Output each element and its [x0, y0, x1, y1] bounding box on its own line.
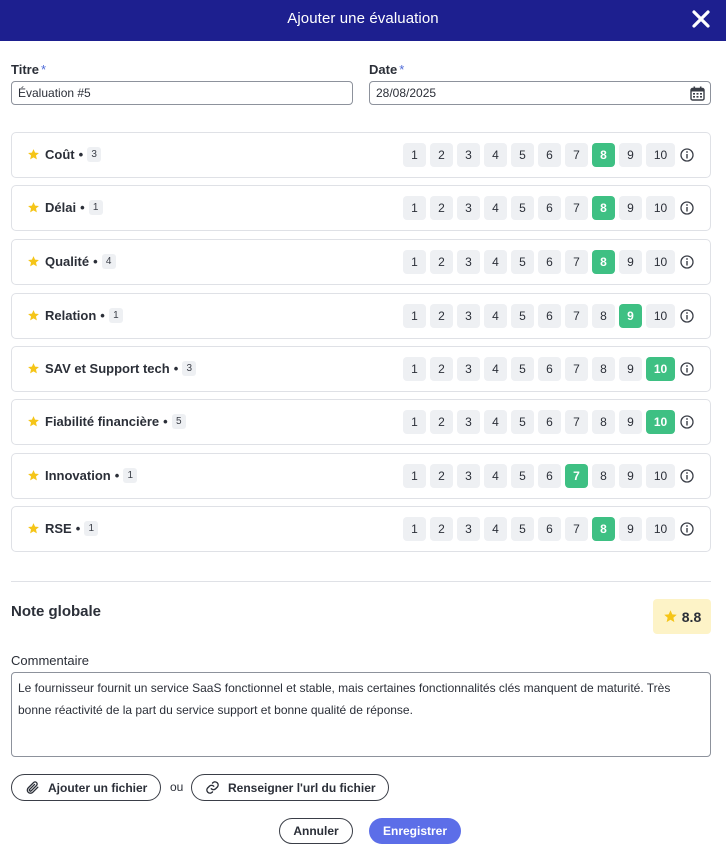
title-input[interactable]: Évaluation #5	[11, 81, 353, 105]
score-option-2[interactable]: 2	[430, 304, 453, 328]
score-option-7[interactable]: 7	[565, 196, 588, 220]
score-option-7[interactable]: 7	[565, 143, 588, 167]
score-option-7[interactable]: 7	[565, 410, 588, 434]
score-option-5[interactable]: 5	[511, 517, 534, 541]
criterion-name	[45, 200, 103, 215]
link-icon	[205, 780, 220, 795]
score-option-10[interactable]: 10	[646, 410, 675, 434]
score-option-5[interactable]: 5	[511, 304, 534, 328]
score-option-1[interactable]: 1	[403, 464, 426, 488]
score-option-5[interactable]: 5	[511, 464, 534, 488]
score-option-1[interactable]: 1	[403, 143, 426, 167]
separator-dot: •	[114, 468, 120, 483]
title-label	[11, 62, 46, 77]
criterion-name	[45, 414, 186, 429]
score-option-4[interactable]: 4	[484, 143, 507, 167]
star-icon	[27, 148, 40, 161]
separator-dot: •	[100, 308, 105, 323]
save-button[interactable]: Enregistrer	[369, 818, 461, 844]
score-option-9[interactable]: 9	[619, 143, 642, 167]
score-selector	[403, 304, 679, 328]
score-option-10[interactable]: 10	[646, 196, 675, 220]
score-selector	[403, 250, 679, 274]
score-selector	[403, 517, 679, 541]
score-option-7[interactable]: 7	[565, 250, 588, 274]
criterion-label: Coût	[45, 147, 75, 162]
criterion-weight-badge: 1	[123, 468, 137, 483]
info-icon[interactable]	[680, 522, 694, 536]
score-option-3[interactable]: 3	[457, 143, 480, 167]
criterion-row	[11, 453, 711, 499]
star-icon	[27, 469, 40, 482]
score-option-1[interactable]: 1	[403, 357, 426, 381]
score-option-6[interactable]: 6	[538, 464, 561, 488]
criterion-weight-badge: 3	[87, 147, 101, 162]
score-option-8[interactable]: 8	[592, 143, 615, 167]
criterion-row	[11, 346, 711, 392]
score-option-1[interactable]: 1	[403, 250, 426, 274]
score-option-5[interactable]: 5	[511, 250, 534, 274]
score-selector	[403, 143, 679, 167]
criterion-name	[45, 308, 123, 323]
criterion-name	[45, 361, 196, 376]
score-option-9[interactable]: 9	[619, 304, 642, 328]
score-option-3[interactable]: 3	[457, 250, 480, 274]
info-icon[interactable]	[680, 309, 694, 323]
score-option-9[interactable]: 9	[619, 357, 642, 381]
criterion-name	[45, 147, 101, 162]
score-option-4[interactable]: 4	[484, 196, 507, 220]
close-icon[interactable]	[690, 8, 712, 30]
score-option-3[interactable]: 3	[457, 410, 480, 434]
modal-title: Ajouter une évaluation	[287, 10, 439, 27]
paperclip-icon	[25, 780, 40, 795]
star-icon	[27, 201, 40, 214]
star-icon	[27, 522, 40, 535]
cancel-button[interactable]: Annuler	[279, 818, 353, 844]
score-option-4[interactable]: 4	[484, 304, 507, 328]
criterion-label: Qualité	[45, 254, 90, 269]
separator-dot: •	[173, 361, 179, 376]
score-option-8[interactable]: 8	[592, 410, 615, 434]
score-option-3[interactable]: 3	[457, 464, 480, 488]
score-option-1[interactable]: 1	[403, 304, 426, 328]
score-option-2[interactable]: 2	[430, 196, 453, 220]
global-score-badge	[653, 599, 711, 634]
date-input[interactable]	[369, 81, 711, 105]
separator-dot: •	[78, 147, 84, 162]
score-option-5[interactable]: 5	[511, 143, 534, 167]
score-option-9[interactable]: 9	[619, 517, 642, 541]
score-option-3[interactable]: 3	[457, 517, 480, 541]
score-option-4[interactable]: 4	[484, 517, 507, 541]
date-label	[369, 62, 404, 77]
criterion-row	[11, 506, 711, 552]
criterion-label: Délai	[45, 200, 77, 215]
star-icon	[663, 609, 678, 624]
criterion-label: SAV et Support tech	[45, 361, 170, 376]
score-option-3[interactable]: 3	[457, 357, 480, 381]
score-option-7[interactable]: 7	[565, 304, 588, 328]
criterion-weight-badge: 1	[89, 200, 103, 215]
score-option-4[interactable]: 4	[484, 357, 507, 381]
criterion-weight-badge: 5	[172, 414, 186, 429]
score-option-10[interactable]: 10	[646, 464, 675, 488]
score-option-7[interactable]: 7	[565, 357, 588, 381]
score-option-6[interactable]: 6	[538, 410, 561, 434]
score-selector	[403, 196, 679, 220]
score-option-6[interactable]: 6	[538, 143, 561, 167]
score-option-6[interactable]: 6	[538, 250, 561, 274]
score-option-8[interactable]: 8	[592, 304, 615, 328]
score-option-2[interactable]: 2	[430, 464, 453, 488]
score-option-6[interactable]: 6	[538, 304, 561, 328]
info-icon[interactable]	[680, 255, 694, 269]
comment-label: Commentaire	[11, 653, 90, 668]
separator-dot: •	[80, 200, 85, 215]
score-option-8[interactable]: 8	[592, 250, 615, 274]
info-icon[interactable]	[680, 148, 694, 162]
score-option-9[interactable]: 9	[619, 410, 642, 434]
score-option-7[interactable]: 7	[565, 517, 588, 541]
score-option-10[interactable]: 10	[646, 357, 675, 381]
criterion-weight-badge: 4	[102, 254, 116, 269]
score-option-9[interactable]: 9	[619, 196, 642, 220]
add-file-button[interactable]	[11, 774, 161, 801]
score-option-2[interactable]: 2	[430, 357, 453, 381]
or-label: ou	[170, 780, 184, 794]
separator-dot: •	[163, 414, 168, 429]
modal-header	[0, 0, 726, 41]
score-option-3[interactable]: 3	[457, 304, 480, 328]
global-score-label: Note globale	[11, 603, 102, 620]
info-icon[interactable]	[680, 415, 694, 429]
star-icon	[27, 255, 40, 268]
date-label-text: Date	[369, 62, 398, 77]
criterion-label: Fiabilité financière	[45, 414, 160, 429]
score-option-10[interactable]: 10	[646, 517, 675, 541]
separator-dot: •	[75, 521, 81, 536]
score-option-2[interactable]: 2	[430, 143, 453, 167]
score-option-2[interactable]: 2	[430, 410, 453, 434]
score-option-3[interactable]: 3	[457, 196, 480, 220]
add-file-label: Ajouter un fichier	[48, 780, 148, 795]
score-option-6[interactable]: 6	[538, 517, 561, 541]
score-option-8[interactable]: 8	[592, 464, 615, 488]
score-option-4[interactable]: 4	[484, 250, 507, 274]
score-option-2[interactable]: 2	[430, 517, 453, 541]
score-option-5[interactable]: 5	[511, 357, 534, 381]
score-option-9[interactable]: 9	[619, 250, 642, 274]
calendar-icon[interactable]	[690, 86, 705, 101]
score-option-6[interactable]: 6	[538, 357, 561, 381]
required-mark: *	[399, 62, 405, 77]
info-icon[interactable]	[680, 469, 694, 483]
score-option-1[interactable]: 1	[403, 517, 426, 541]
score-option-10[interactable]: 10	[646, 304, 675, 328]
score-option-10[interactable]: 10	[646, 143, 675, 167]
star-icon	[27, 309, 40, 322]
star-icon	[27, 362, 40, 375]
score-option-2[interactable]: 2	[430, 250, 453, 274]
criterion-name	[45, 468, 137, 483]
criterion-label: RSE	[45, 521, 72, 536]
score-selector	[403, 410, 679, 434]
divider	[11, 581, 711, 582]
criterion-row	[11, 399, 711, 445]
criterion-name	[45, 521, 98, 536]
date-value: 28/08/2025	[376, 86, 437, 100]
file-url-button[interactable]	[191, 774, 389, 801]
score-option-5[interactable]: 5	[511, 196, 534, 220]
criterion-row	[11, 132, 711, 178]
score-option-8[interactable]: 8	[592, 517, 615, 541]
required-mark: *	[40, 62, 46, 77]
criterion-name	[45, 254, 116, 269]
score-option-8[interactable]: 8	[592, 196, 615, 220]
score-option-4[interactable]: 4	[484, 464, 507, 488]
file-url-label: Renseigner l'url du fichier	[228, 780, 376, 795]
criterion-row	[11, 293, 711, 339]
global-score-value: 8.8	[681, 608, 702, 625]
title-label-text: Titre	[11, 62, 39, 77]
score-option-1[interactable]: 1	[403, 410, 426, 434]
score-selector	[403, 464, 679, 488]
criterion-row	[11, 185, 711, 231]
star-icon	[27, 415, 40, 428]
score-option-9[interactable]: 9	[619, 464, 642, 488]
criterion-label: Relation	[45, 308, 97, 323]
info-icon[interactable]	[680, 201, 694, 215]
criterion-weight-badge: 1	[84, 521, 98, 536]
score-option-5[interactable]: 5	[511, 410, 534, 434]
info-icon[interactable]	[680, 362, 694, 376]
score-selector	[403, 357, 679, 381]
score-option-8[interactable]: 8	[592, 357, 615, 381]
score-option-7[interactable]: 7	[565, 464, 588, 488]
criterion-weight-badge: 3	[182, 361, 196, 376]
criterion-row	[11, 239, 711, 285]
comment-textarea[interactable]: Le fournisseur fournit un service SaaS fonctionnel et stable, mais certaines fonctionnalités clés manquent de maturité. Très bonne réactivité de la part du service support et bonne qualité de réponse.	[11, 672, 711, 757]
score-option-1[interactable]: 1	[403, 196, 426, 220]
separator-dot: •	[93, 254, 98, 269]
score-option-6[interactable]: 6	[538, 196, 561, 220]
criterion-label: Innovation	[45, 468, 111, 483]
criterion-weight-badge: 1	[109, 308, 123, 323]
score-option-10[interactable]: 10	[646, 250, 675, 274]
score-option-4[interactable]: 4	[484, 410, 507, 434]
